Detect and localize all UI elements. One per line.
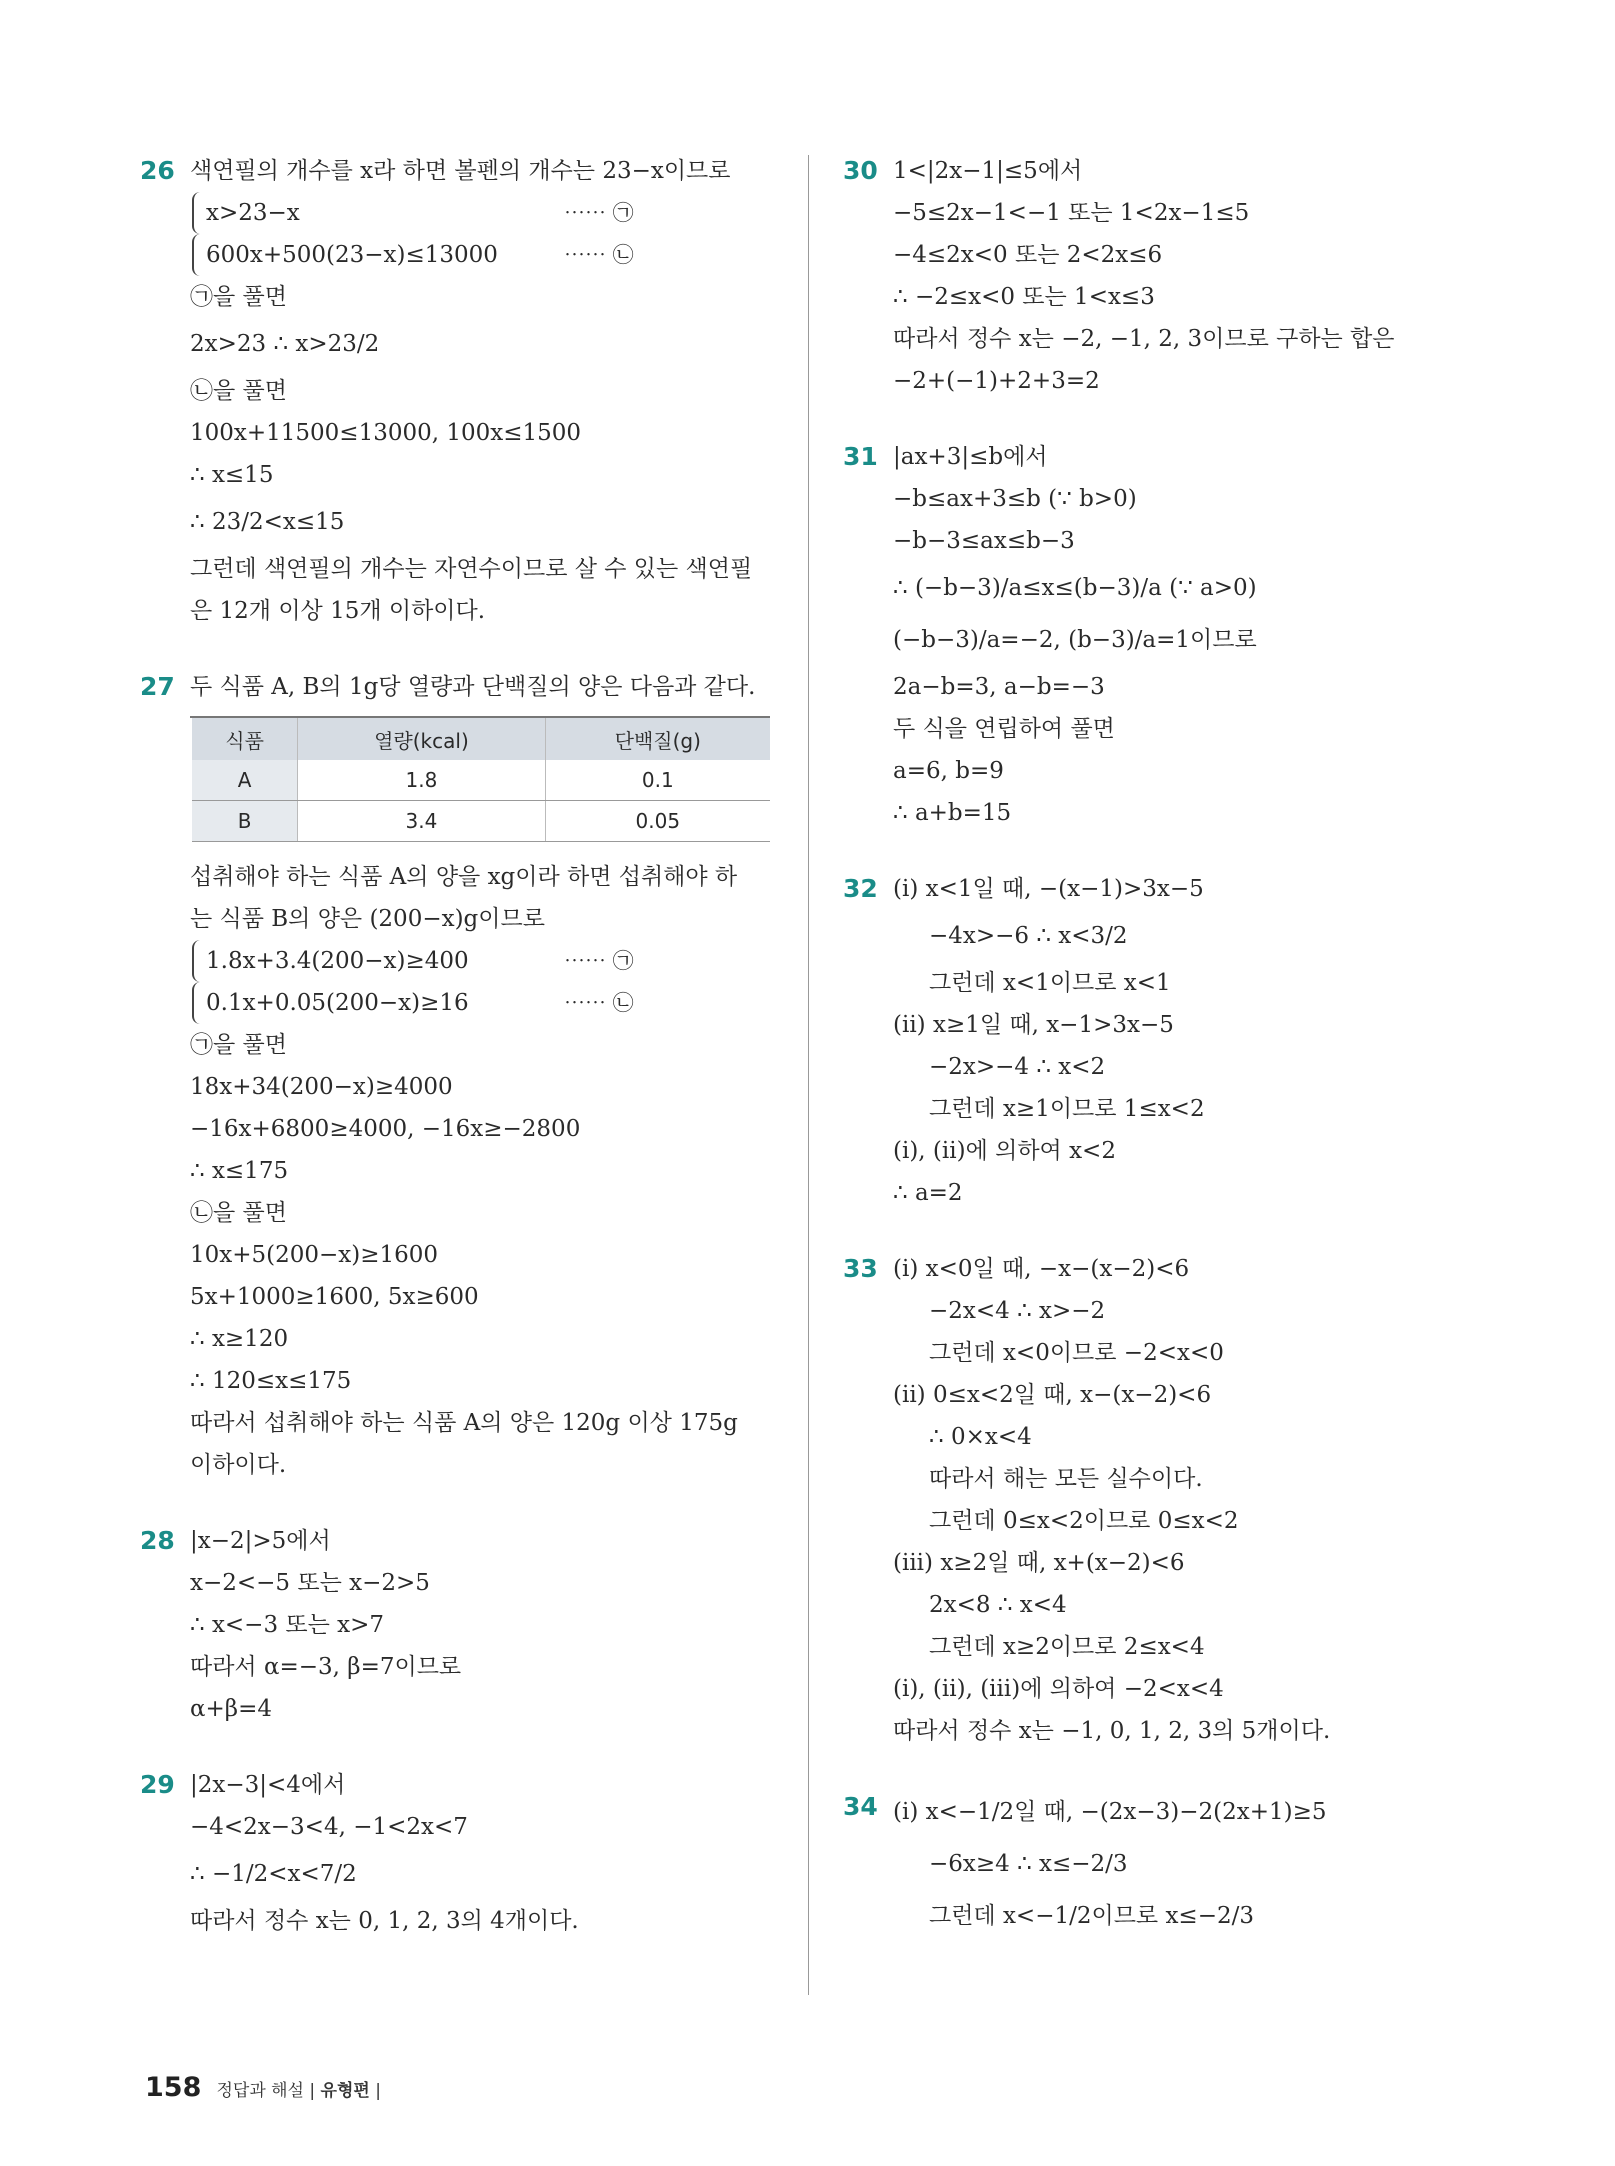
table-cell: 0.1 bbox=[545, 760, 770, 801]
footer-book-title: 정답과 해설 bbox=[216, 2081, 304, 2101]
line-text: x>23−x bbox=[206, 200, 300, 226]
line-text: (i) x<0일 때, −x−(x−2)<6 bbox=[893, 1256, 1190, 1282]
line-text: ㉡을 풀면 bbox=[190, 1200, 287, 1226]
equation-tag: ⋯⋯ ㉡ bbox=[564, 991, 634, 1015]
table-cell: 0.05 bbox=[545, 801, 770, 842]
solution-line bbox=[190, 1900, 780, 1942]
line-text: 1.8x+3.4(200−x)≥400 bbox=[206, 948, 469, 974]
problem-32 bbox=[843, 868, 1483, 1214]
line-text: a=6, b=9 bbox=[893, 758, 1004, 784]
problem-27 bbox=[140, 666, 780, 1486]
solution-line bbox=[190, 1604, 780, 1646]
line-text: ∴ x<−3 또는 x>7 bbox=[190, 1612, 385, 1638]
line-text: 그런데 x≥1이므로 1≤x<2 bbox=[929, 1096, 1205, 1122]
problem-number: 27 bbox=[140, 672, 175, 701]
line-text: 600x+500(23−x)≤13000 bbox=[206, 242, 498, 268]
solution-line bbox=[190, 1234, 780, 1276]
problem-number: 33 bbox=[843, 1254, 878, 1283]
solution-line bbox=[190, 1848, 780, 1900]
solution-line bbox=[190, 666, 780, 708]
line-text: (i), (ii)에 의하여 x<2 bbox=[893, 1138, 1116, 1164]
problem-30 bbox=[843, 150, 1483, 402]
solution-line bbox=[893, 436, 1483, 478]
solution-line bbox=[893, 1890, 1483, 1942]
solution-line bbox=[190, 496, 780, 548]
line-text: 18x+34(200−x)≥4000 bbox=[190, 1074, 453, 1100]
solution-line bbox=[190, 1764, 780, 1806]
line-text: ∴ 0×x<4 bbox=[929, 1424, 1032, 1450]
line-text: ∴ x≤175 bbox=[190, 1158, 289, 1184]
line-text: ∴ x≥120 bbox=[190, 1326, 289, 1352]
line-text: 은 12개 이상 15개 이하이다. bbox=[190, 598, 486, 624]
solution-line bbox=[893, 910, 1483, 962]
solution-line bbox=[190, 412, 780, 454]
solution-line bbox=[190, 1806, 780, 1848]
line-text: −2x<4 ∴ x>−2 bbox=[929, 1298, 1106, 1324]
line-text: ∴ 23/2<x≤15 bbox=[190, 509, 345, 535]
problem-34 bbox=[843, 1786, 1483, 1942]
line-text: 따라서 해는 모든 실수이다. bbox=[929, 1466, 1203, 1492]
line-text: −5≤2x−1<−1 또는 1<2x−1≤5 bbox=[893, 200, 1250, 226]
solution-line bbox=[190, 548, 780, 590]
line-text: 100x+11500≤13000, 100x≤1500 bbox=[190, 420, 582, 446]
page-number: 158 bbox=[145, 2072, 202, 2103]
table-cell: A bbox=[191, 760, 298, 801]
solution-line bbox=[893, 1004, 1483, 1046]
problem-gap bbox=[843, 402, 1483, 436]
line-text: 따라서 정수 x는 −2, −1, 2, 3이므로 구하는 합은 bbox=[893, 326, 1395, 352]
solution-line bbox=[893, 1332, 1483, 1374]
solution-line bbox=[893, 520, 1483, 562]
problem-number: 31 bbox=[843, 442, 878, 471]
nutrition-table bbox=[190, 716, 770, 842]
line-text: −16x+6800≥4000, −16x≥−2800 bbox=[190, 1116, 581, 1142]
table-cell: 3.4 bbox=[298, 801, 545, 842]
problem-gap bbox=[140, 1730, 780, 1764]
problem-33 bbox=[843, 1248, 1483, 1752]
problem-number: 32 bbox=[843, 874, 878, 903]
problem-26 bbox=[140, 150, 780, 632]
table-cell: B bbox=[191, 801, 298, 842]
solution-line bbox=[893, 234, 1483, 276]
problem-gap bbox=[843, 1752, 1483, 1786]
line-text: ∴ (−b−3)/a≤x≤(b−3)/a (∵ a>0) bbox=[893, 575, 1257, 601]
line-text: 10x+5(200−x)≥1600 bbox=[190, 1242, 439, 1268]
solution-line bbox=[190, 1360, 780, 1402]
line-text: 두 식품 A, B의 1g당 열량과 단백질의 양은 다음과 같다. bbox=[190, 674, 756, 700]
line-text: −b−3≤ax≤b−3 bbox=[893, 528, 1075, 554]
solution-line bbox=[190, 276, 780, 318]
solution-line bbox=[893, 750, 1483, 792]
table-header-cell: 단백질(g) bbox=[545, 717, 770, 760]
problem-number: 29 bbox=[140, 1770, 175, 1799]
solution-line bbox=[893, 192, 1483, 234]
table-row bbox=[191, 760, 770, 801]
solution-line bbox=[190, 590, 780, 632]
line-text: −4≤2x<0 또는 2<2x≤6 bbox=[893, 242, 1163, 268]
line-text: ㉠을 풀면 bbox=[190, 284, 287, 310]
right-column bbox=[843, 150, 1483, 1942]
solution-line bbox=[192, 940, 780, 982]
column-divider bbox=[808, 155, 809, 1995]
solution-line bbox=[893, 1786, 1483, 1838]
page-footer bbox=[145, 2072, 381, 2103]
solution-line bbox=[893, 614, 1483, 666]
equation-tag: ⋯⋯ ㉡ bbox=[564, 243, 634, 267]
line-text: ∴ 120≤x≤175 bbox=[190, 1368, 352, 1394]
footer-section: 유형편 bbox=[320, 2081, 370, 2101]
solution-line bbox=[190, 1108, 780, 1150]
line-text: 섭취해야 하는 식품 A의 양을 xg이라 하면 섭취해야 하 bbox=[190, 864, 738, 890]
line-text: 두 식을 연립하여 풀면 bbox=[893, 716, 1115, 742]
line-text: 따라서 정수 x는 0, 1, 2, 3의 4개이다. bbox=[190, 1908, 579, 1934]
line-text: 0.1x+0.05(200−x)≥16 bbox=[206, 990, 469, 1016]
line-text: ∴ −2≤x<0 또는 1<x≤3 bbox=[893, 284, 1155, 310]
line-text: 2a−b=3, a−b=−3 bbox=[893, 674, 1105, 700]
solution-line bbox=[190, 1066, 780, 1108]
solution-line bbox=[893, 1626, 1483, 1668]
line-text: α+β=4 bbox=[190, 1696, 273, 1722]
solution-line bbox=[893, 1290, 1483, 1332]
solution-line bbox=[893, 1668, 1483, 1710]
line-text: (i), (ii), (iii)에 의하여 −2<x<4 bbox=[893, 1676, 1224, 1702]
problem-number: 26 bbox=[140, 156, 175, 185]
solution-line bbox=[190, 150, 780, 192]
line-text: (i) x<−1/2일 때, −(2x−3)−2(2x+1)≥5 bbox=[893, 1799, 1327, 1825]
table-cell: 1.8 bbox=[298, 760, 545, 801]
line-text: −4x>−6 ∴ x<3/2 bbox=[929, 923, 1128, 949]
line-text: 그런데 x≥2이므로 2≤x<4 bbox=[929, 1634, 1205, 1660]
problem-29 bbox=[140, 1764, 780, 1942]
solution-line bbox=[893, 666, 1483, 708]
equation-tag: ⋯⋯ ㉠ bbox=[564, 949, 634, 973]
left-column bbox=[140, 150, 780, 1942]
line-text: x−2<−5 또는 x−2>5 bbox=[190, 1570, 430, 1596]
solution-line bbox=[893, 1172, 1483, 1214]
problem-gap bbox=[843, 834, 1483, 868]
solution-line bbox=[190, 1444, 780, 1486]
line-text: (−b−3)/a=−2, (b−3)/a=1이므로 bbox=[893, 627, 1257, 653]
line-text: 따라서 α=−3, β=7이므로 bbox=[190, 1654, 462, 1680]
solution-line bbox=[893, 1500, 1483, 1542]
solution-line bbox=[893, 276, 1483, 318]
line-text: 따라서 섭취해야 하는 식품 A의 양은 120g 이상 175g bbox=[190, 1410, 738, 1436]
solution-line bbox=[192, 982, 780, 1024]
line-text: 5x+1000≥1600, 5x≥600 bbox=[190, 1284, 479, 1310]
solution-line bbox=[192, 192, 780, 234]
problem-gap bbox=[140, 632, 780, 666]
solution-line bbox=[893, 1130, 1483, 1172]
line-text: 그런데 색연필의 개수는 자연수이므로 살 수 있는 색연필 bbox=[190, 556, 753, 582]
line-text: −6x≥4 ∴ x≤−2/3 bbox=[929, 1851, 1128, 1877]
line-text: 2x>23 ∴ x>23/2 bbox=[190, 331, 380, 357]
solution-line bbox=[893, 1838, 1483, 1890]
line-text: 그런데 0≤x<2이므로 0≤x<2 bbox=[929, 1508, 1239, 1534]
line-text: 1<|2x−1|≤5에서 bbox=[893, 158, 1083, 184]
problem-number: 28 bbox=[140, 1526, 175, 1555]
line-text: −b≤ax+3≤b (∵ b>0) bbox=[893, 486, 1137, 512]
solution-line bbox=[190, 1150, 780, 1192]
solution-line bbox=[190, 1520, 780, 1562]
line-text: 이하이다. bbox=[190, 1452, 287, 1478]
solution-line bbox=[190, 370, 780, 412]
solution-line bbox=[190, 898, 780, 940]
line-text: −2+(−1)+2+3=2 bbox=[893, 368, 1100, 394]
line-text: 그런데 x<−1/2이므로 x≤−2/3 bbox=[929, 1903, 1254, 1929]
solution-line bbox=[893, 478, 1483, 520]
line-text: 그런데 x<1이므로 x<1 bbox=[929, 970, 1171, 996]
problem-number: 30 bbox=[843, 156, 878, 185]
table-row bbox=[191, 801, 770, 842]
solution-line bbox=[190, 1024, 780, 1066]
line-text: 색연필의 개수를 x라 하면 볼펜의 개수는 23−x이므로 bbox=[190, 158, 731, 184]
table-header-cell: 열량(kcal) bbox=[298, 717, 545, 760]
line-text: ㉡을 풀면 bbox=[190, 378, 287, 404]
problem-31 bbox=[843, 436, 1483, 834]
solution-line bbox=[190, 318, 780, 370]
solution-line bbox=[190, 1276, 780, 1318]
solution-line bbox=[893, 562, 1483, 614]
line-text: |ax+3|≤b에서 bbox=[893, 444, 1048, 470]
problem-number: 34 bbox=[843, 1792, 878, 1821]
solution-line bbox=[893, 962, 1483, 1004]
line-text: (i) x<1일 때, −(x−1)>3x−5 bbox=[893, 876, 1204, 902]
solution-line bbox=[192, 234, 780, 276]
footer-title: 정답과 해설 | 유형편 | bbox=[216, 2081, 381, 2101]
line-text: 그런데 x<0이므로 −2<x<0 bbox=[929, 1340, 1224, 1366]
line-text: 는 식품 B의 양은 (200−x)g이므로 bbox=[190, 906, 545, 932]
line-text: ㉠을 풀면 bbox=[190, 1032, 287, 1058]
solution-line bbox=[893, 1584, 1483, 1626]
solution-line bbox=[893, 792, 1483, 834]
solution-line bbox=[190, 1192, 780, 1234]
line-text: (ii) 0≤x<2일 때, x−(x−2)<6 bbox=[893, 1382, 1212, 1408]
line-text: |2x−3|<4에서 bbox=[190, 1772, 346, 1798]
line-text: ∴ x≤15 bbox=[190, 462, 274, 488]
solution-line bbox=[893, 1046, 1483, 1088]
equation-tag: ⋯⋯ ㉠ bbox=[564, 201, 634, 225]
line-text: (ii) x≥1일 때, x−1>3x−5 bbox=[893, 1012, 1174, 1038]
solution-line bbox=[893, 1088, 1483, 1130]
solution-line bbox=[893, 708, 1483, 750]
problem-gap bbox=[843, 1214, 1483, 1248]
line-text: −4<2x−3<4, −1<2x<7 bbox=[190, 1814, 468, 1840]
solution-line bbox=[893, 318, 1483, 360]
table-header-cell: 식품 bbox=[191, 717, 298, 760]
solution-line bbox=[893, 1710, 1483, 1752]
problem-28 bbox=[140, 1520, 780, 1730]
solution-line bbox=[190, 1688, 780, 1730]
solution-line bbox=[190, 1318, 780, 1360]
line-text: 2x<8 ∴ x<4 bbox=[929, 1592, 1067, 1618]
solution-line bbox=[893, 1458, 1483, 1500]
solution-line bbox=[190, 1646, 780, 1688]
line-text: 따라서 정수 x는 −1, 0, 1, 2, 3의 5개이다. bbox=[893, 1718, 1331, 1744]
line-text: ∴ a=2 bbox=[893, 1180, 963, 1206]
solution-line bbox=[893, 1542, 1483, 1584]
solution-line bbox=[190, 1402, 780, 1444]
solution-line bbox=[893, 150, 1483, 192]
line-text: (iii) x≥2일 때, x+(x−2)<6 bbox=[893, 1550, 1185, 1576]
problem-gap bbox=[140, 1486, 780, 1520]
line-text: |x−2|>5에서 bbox=[190, 1528, 331, 1554]
line-text: −2x>−4 ∴ x<2 bbox=[929, 1054, 1106, 1080]
solution-line bbox=[893, 1416, 1483, 1458]
solution-line bbox=[190, 856, 780, 898]
solution-line bbox=[190, 1562, 780, 1604]
line-text: ∴ a+b=15 bbox=[893, 800, 1012, 826]
solution-line bbox=[893, 360, 1483, 402]
line-text: ∴ −1/2<x<7/2 bbox=[190, 1861, 357, 1887]
solution-line bbox=[893, 1248, 1483, 1290]
solution-line bbox=[893, 1374, 1483, 1416]
solution-line bbox=[190, 454, 780, 496]
solution-line bbox=[893, 868, 1483, 910]
